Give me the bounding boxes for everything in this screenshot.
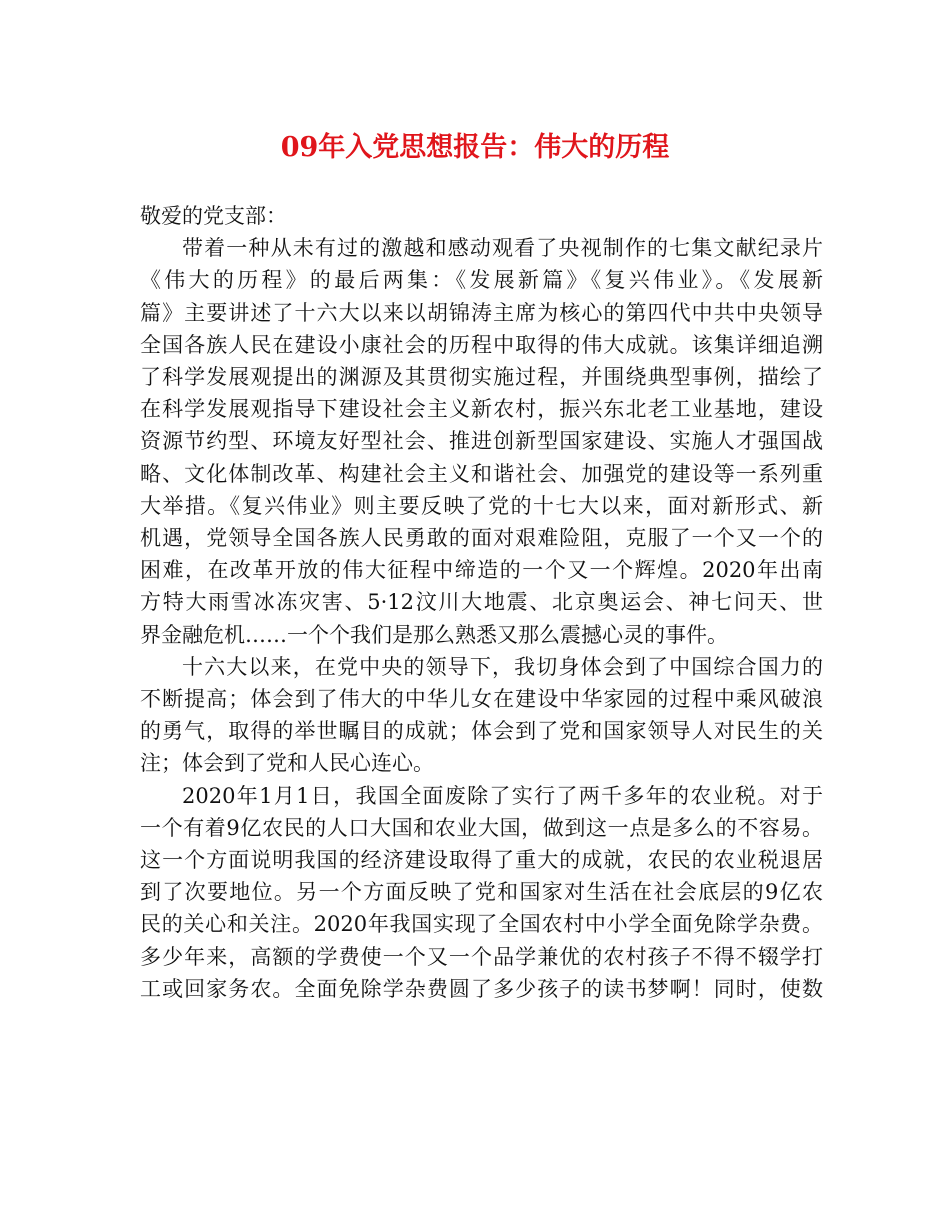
document-title: 09年入党思想报告：伟大的历程	[280, 132, 670, 163]
text-line: 机遇，党领导全国各族人民勇敢的面对艰难险阻，克服了一个又一个的	[140, 526, 823, 551]
text-line: 方特大雨雪冰冻灾害、5·12汶川大地震、北京奥运会、神七问天、世	[140, 590, 823, 615]
text-line: 篇》主要讲述了十六大以来以胡锦涛主席为核心的第四代中共中央领导	[140, 300, 823, 325]
text-line: 略、文化体制改革、构建社会主义和谐社会、加强党的建设等一系列重	[140, 461, 823, 486]
text-line: 资源节约型、环境友好型社会、推进创新型国家建设、实施人才强国战	[140, 429, 823, 454]
text-line: 2020年1月1日，我国全面废除了实行了两千多年的农业税。对于	[182, 783, 823, 808]
text-line: 一个有着9亿农民的人口大国和农业大国，做到这一点是多么的不容易。	[140, 815, 823, 840]
text-line: 多少年来，高额的学费使一个又一个品学兼优的农村孩子不得不辍学打	[140, 944, 823, 969]
salutation: 敬爱的党支部：	[140, 204, 287, 228]
text-line: 十六大以来，在党中央的领导下，我切身体会到了中国综合国力的	[182, 654, 823, 679]
text-line: 这一个方面说明我国的经济建设取得了重大的成就，农民的农业税退居	[140, 848, 823, 873]
text-line: 注；体会到了党和人民心连心。	[140, 751, 434, 776]
text-line: 民的关心和关注。2020年我国实现了全国农村中小学全面免除学杂费。	[140, 912, 823, 937]
text-line: 全国各族人民在建设小康社会的历程中取得的伟大成就。该集详细追溯	[140, 332, 823, 357]
text-line: 困难，在改革开放的伟大征程中缔造的一个又一个辉煌。2020年出南	[140, 558, 823, 583]
text-line: 大举措。《复兴伟业》则主要反映了党的十七大以来，面对新形式、新	[140, 493, 823, 518]
text-line: 界金融危机……一个个我们是那么熟悉又那么震撼心灵的事件。	[140, 622, 728, 647]
paragraph-2	[140, 651, 823, 780]
document-body	[140, 200, 823, 1005]
text-line: 了科学发展观提出的渊源及其贯彻实施过程，并围绕典型事例，描绘了	[140, 365, 823, 390]
text-line: 到了次要地位。另一个方面反映了党和国家对生活在社会底层的9亿农	[140, 880, 823, 905]
text-line: 《伟大的历程》的最后两集：《发展新篇》《复兴伟业》。《发展新	[140, 268, 823, 293]
text-line: 在科学发展观指导下建设社会主义新农村，振兴东北老工业基地，建设	[140, 397, 823, 422]
text-line: 工或回家务农。全面免除学杂费圆了多少孩子的读书梦啊！同时，使数	[140, 976, 823, 1001]
text-line: 的勇气，取得的举世瞩目的成就；体会到了党和国家领导人对民生的关	[140, 719, 823, 744]
paragraph-1	[140, 232, 823, 651]
paragraph-3	[140, 780, 823, 1005]
text-line: 不断提高；体会到了伟大的中华儿女在建设中华家园的过程中乘风破浪	[140, 687, 823, 712]
text-line: 带着一种从未有过的激越和感动观看了央视制作的七集文献纪录片	[182, 236, 823, 261]
